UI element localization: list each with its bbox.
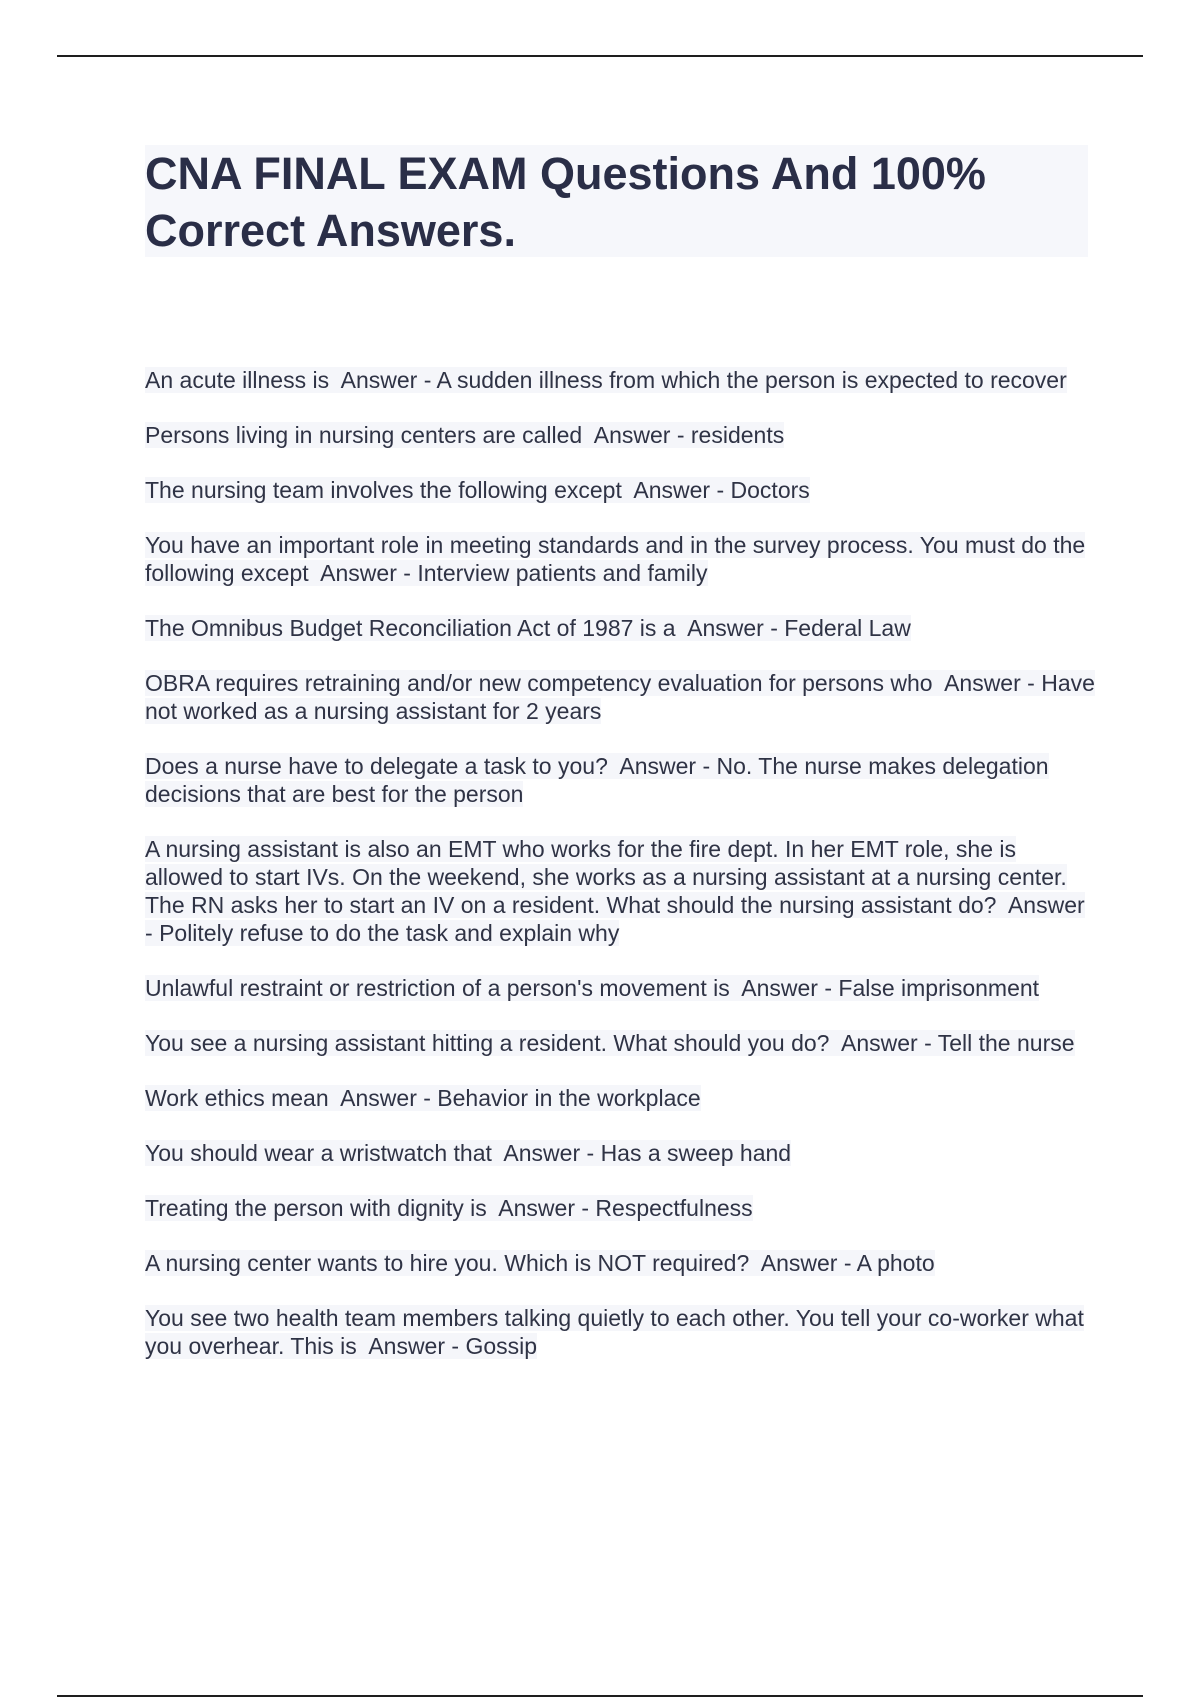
question-text: Does a nurse have to delegate a task to you?: [145, 753, 608, 779]
answer-text: A sudden illness from which the person is expected to recover: [436, 367, 1067, 393]
answer-text: No. The nurse makes delegation decisions that are best for the person: [145, 753, 1049, 807]
question-text: A nursing center wants to hire you. Which is NOT required?: [145, 1250, 750, 1276]
answer-label: Answer -: [503, 1140, 601, 1166]
question-text: Work ethics mean: [145, 1085, 329, 1111]
question-text: Unlawful restraint or restriction of a person's movement is: [145, 975, 730, 1001]
answer-label: Answer -: [145, 892, 1085, 946]
answer-label: Answer -: [619, 753, 717, 779]
answer-label: Answer -: [340, 367, 437, 393]
qa-item: [145, 421, 1095, 449]
qa-item: [145, 1304, 1095, 1360]
qa-item: [145, 1029, 1095, 1057]
answer-label: Answer -: [944, 670, 1042, 696]
question-text: An acute illness is: [145, 367, 330, 393]
qa-item: [145, 476, 1095, 504]
qa-item: [145, 974, 1095, 1002]
question-text: You see a nursing assistant hitting a resident. What should you do?: [145, 1030, 830, 1056]
answer-text: Have not worked as a nursing assistant for 2 years: [145, 670, 1095, 724]
question-text: Treating the person with dignity is: [145, 1195, 487, 1221]
answer-text: Doctors: [730, 477, 810, 503]
answer-text: residents: [690, 422, 785, 448]
answer-text: Interview patients and family: [417, 560, 708, 586]
document-title: CNA FINAL EXAM Questions And 100% Correct Answers.: [145, 148, 986, 256]
answer-text: A photo: [856, 1250, 935, 1276]
question-text: OBRA requires retraining and/or new competency evaluation for persons who: [145, 670, 933, 696]
answer-label: Answer -: [633, 477, 731, 503]
bottom-rule: [57, 1695, 1143, 1697]
answer-text: Tell the nurse: [937, 1030, 1075, 1056]
question-text: You see two health team members talking quietly to each other. You tell your co-worker what you overhear. This is: [145, 1305, 1084, 1359]
answer-text: Behavior in the workplace: [437, 1085, 701, 1111]
answer-text: Has a sweep hand: [600, 1140, 792, 1166]
question-text: Persons living in nursing centers are called: [145, 422, 583, 448]
question-text: You should wear a wristwatch that: [145, 1140, 492, 1166]
qa-item: [145, 669, 1095, 725]
answer-text: Respectfulness: [595, 1195, 753, 1221]
answer-label: Answer -: [760, 1250, 857, 1276]
qa-item: [145, 835, 1095, 947]
qa-item: [145, 1139, 1095, 1167]
qa-list: [145, 366, 1095, 1387]
qa-item: [145, 614, 1095, 642]
answer-text: Politely refuse to do the task and explain why: [159, 920, 620, 946]
answer-text: False imprisonment: [838, 975, 1040, 1001]
answer-text: Federal Law: [784, 615, 911, 641]
answer-label: Answer -: [368, 1333, 466, 1359]
qa-item: [145, 531, 1095, 587]
qa-item: [145, 752, 1095, 808]
answer-label: Answer -: [340, 1085, 438, 1111]
top-rule: [57, 55, 1143, 57]
answer-label: Answer -: [498, 1195, 596, 1221]
answer-label: Answer -: [687, 615, 785, 641]
question-text: The nursing team involves the following except: [145, 477, 622, 503]
answer-label: Answer -: [841, 1030, 938, 1056]
question-text: You have an important role in meeting standards and in the survey process. You must do the following except: [145, 532, 1086, 586]
answer-label: Answer -: [320, 560, 418, 586]
qa-item: [145, 1249, 1095, 1277]
question-text: The Omnibus Budget Reconciliation Act of 1987 is a: [145, 615, 676, 641]
qa-item: [145, 366, 1095, 394]
qa-item: [145, 1194, 1095, 1222]
answer-label: Answer -: [741, 975, 839, 1001]
qa-item: [145, 1084, 1095, 1112]
answer-label: Answer -: [593, 422, 691, 448]
title-block: [145, 145, 1088, 257]
answer-text: Gossip: [465, 1333, 538, 1359]
question-text: A nursing assistant is also an EMT who works for the fire dept. In her EMT role, she is allowed to start IVs. On the weekend, she works as a nursing assistant at a nursing center. The RN asks her to start an IV on a resident. What should the nursing assistant do?: [145, 836, 1067, 918]
